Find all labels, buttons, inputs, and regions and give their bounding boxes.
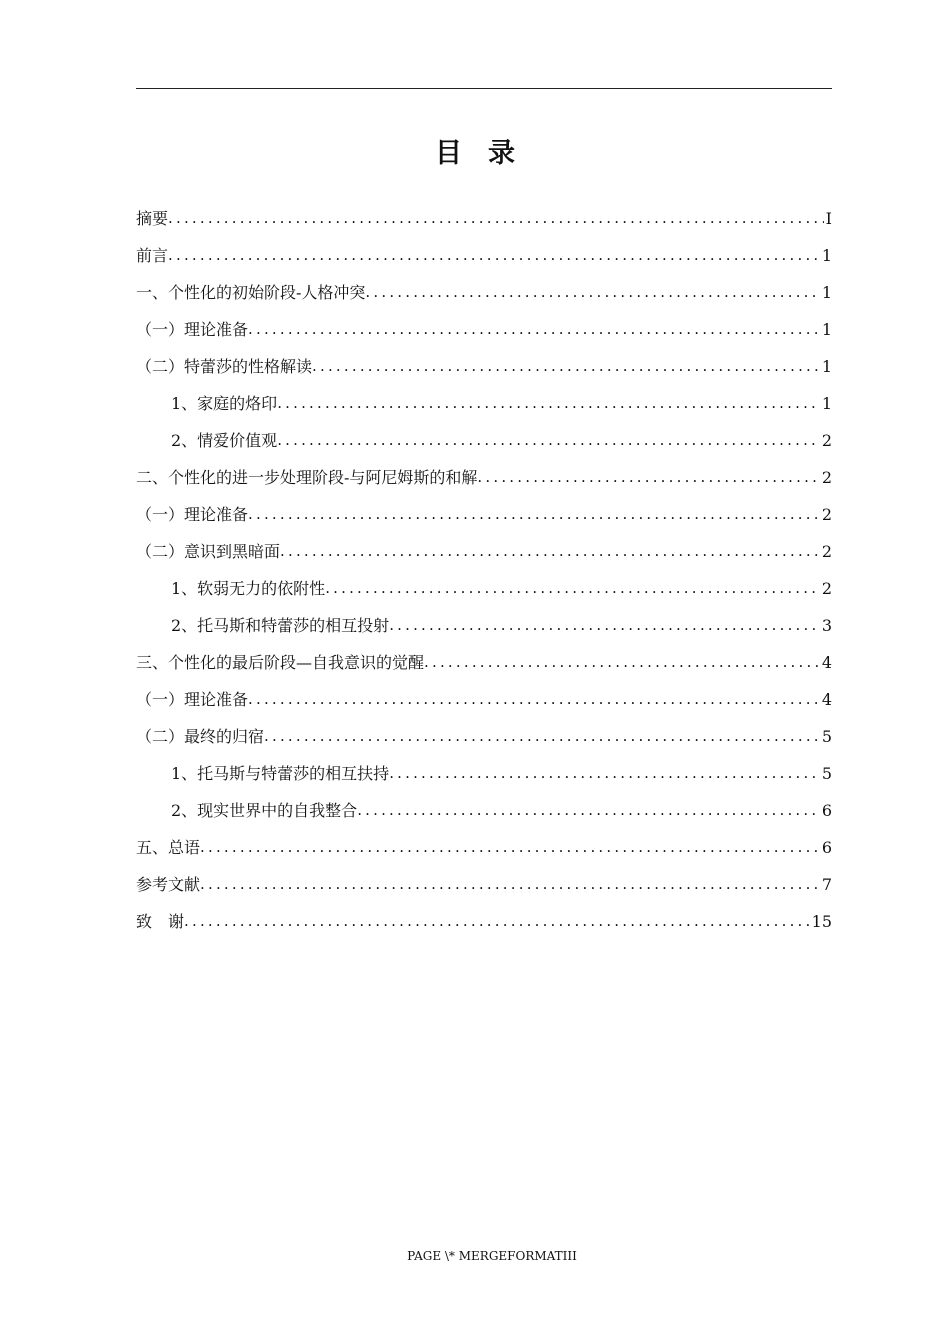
- toc-dot-leader: [248, 681, 820, 718]
- toc-entry-label: 摘要: [136, 209, 169, 228]
- toc-dot-leader: [312, 348, 820, 385]
- toc-entry-label: 1、软弱无力的依附性: [171, 579, 326, 598]
- toc-entry[interactable]: [136, 866, 832, 903]
- toc-entry-label: （一）理论准备: [136, 690, 249, 709]
- toc-entry-page-number: 15: [811, 912, 832, 931]
- toc-dot-leader: [325, 570, 820, 607]
- toc-entry-page-number: I: [825, 209, 832, 228]
- toc-dot-leader: [389, 755, 820, 792]
- toc-entry-label: 2、情爱价值观: [171, 431, 278, 450]
- toc-entry-page-number: 5: [821, 764, 832, 783]
- toc-dot-leader: [357, 792, 820, 829]
- toc-dot-leader: [200, 866, 820, 903]
- toc-entry[interactable]: [136, 792, 832, 829]
- toc-entry-page-number: 7: [821, 875, 832, 894]
- toc-entry[interactable]: [136, 607, 832, 644]
- toc-entry-label: 参考文献: [136, 875, 201, 894]
- toc-entry-label: 二、个性化的进一步处理阶段-与阿尼姆斯的和解: [136, 468, 478, 487]
- toc-entry[interactable]: [136, 903, 832, 940]
- toc-entry-page-number: 2: [821, 431, 832, 450]
- toc-entry[interactable]: [136, 718, 832, 755]
- toc-dot-leader: [264, 718, 820, 755]
- toc-entry-label: 1、托马斯与特蕾莎的相互扶持: [171, 764, 390, 783]
- toc-entry[interactable]: [136, 533, 832, 570]
- toc-entry-page-number: 1: [821, 283, 832, 302]
- toc-entry-label: （二）最终的归宿: [136, 727, 265, 746]
- toc-dot-leader: [200, 829, 820, 866]
- toc-entry-page-number: 4: [821, 690, 832, 709]
- toc-entry[interactable]: [136, 348, 832, 385]
- toc-entry-page-number: 2: [821, 542, 832, 561]
- toc-entry-label: 致 谢: [136, 912, 185, 931]
- toc-entry[interactable]: [136, 274, 832, 311]
- page-number-field: PAGE \* MERGEFORMATIII: [407, 1249, 577, 1263]
- toc-entry-page-number: 1: [821, 357, 832, 376]
- toc-dot-leader: [248, 311, 820, 348]
- toc-entry[interactable]: [136, 237, 832, 274]
- toc-entry-label: 2、托马斯和特蕾莎的相互投射: [171, 616, 390, 635]
- toc-entry[interactable]: [136, 422, 832, 459]
- toc-entry[interactable]: [136, 385, 832, 422]
- toc-entry[interactable]: [136, 755, 832, 792]
- toc-entry[interactable]: [136, 829, 832, 866]
- table-of-contents: [136, 200, 832, 940]
- toc-dot-leader: [389, 607, 820, 644]
- toc-entry[interactable]: [136, 644, 832, 681]
- toc-entry-page-number: 4: [821, 653, 832, 672]
- toc-entry-page-number: 1: [821, 320, 832, 339]
- toc-entry-label: （一）理论准备: [136, 505, 249, 524]
- toc-entry-label: （二）特蕾莎的性格解读: [136, 357, 313, 376]
- toc-entry-page-number: 1: [821, 394, 832, 413]
- toc-entry-label: 一、个性化的初始阶段-人格冲突: [136, 283, 366, 302]
- toc-entry-page-number: 5: [821, 727, 832, 746]
- toc-entry-label: 2、现实世界中的自我整合: [171, 801, 358, 820]
- toc-entry-label: 三、个性化的最后阶段—自我意识的觉醒: [136, 653, 425, 672]
- toc-dot-leader: [248, 496, 820, 533]
- toc-entry-page-number: 3: [821, 616, 832, 635]
- toc-entry-page-number: 6: [821, 801, 832, 820]
- toc-entry[interactable]: [136, 200, 832, 237]
- toc-entry-page-number: 6: [821, 838, 832, 857]
- toc-entry-label: 五、总语: [136, 838, 201, 857]
- toc-entry-label: （二）意识到黑暗面: [136, 542, 281, 561]
- toc-dot-leader: [280, 533, 820, 570]
- toc-entry[interactable]: [136, 570, 832, 607]
- toc-dot-leader: [184, 903, 810, 940]
- toc-dot-leader: [277, 385, 820, 422]
- toc-dot-leader: [277, 422, 820, 459]
- toc-entry-label: 前言: [136, 246, 169, 265]
- toc-entry-label: （一）理论准备: [136, 320, 249, 339]
- toc-dot-leader: [424, 644, 820, 681]
- toc-entry[interactable]: [136, 311, 832, 348]
- toc-entry[interactable]: [136, 459, 832, 496]
- toc-entry[interactable]: [136, 681, 832, 718]
- toc-dot-leader: [365, 274, 819, 311]
- toc-dot-leader: [477, 459, 819, 496]
- toc-entry-page-number: 2: [821, 468, 832, 487]
- toc-dot-leader: [168, 200, 824, 237]
- toc-entry-page-number: 1: [821, 246, 832, 265]
- toc-title: 目录: [435, 138, 541, 169]
- toc-dot-leader: [168, 237, 820, 274]
- toc-entry-page-number: 2: [821, 579, 832, 598]
- toc-entry-label: 1、家庭的烙印: [171, 394, 278, 413]
- toc-entry[interactable]: [136, 496, 832, 533]
- header-rule: [136, 88, 832, 89]
- toc-entry-page-number: 2: [821, 505, 832, 524]
